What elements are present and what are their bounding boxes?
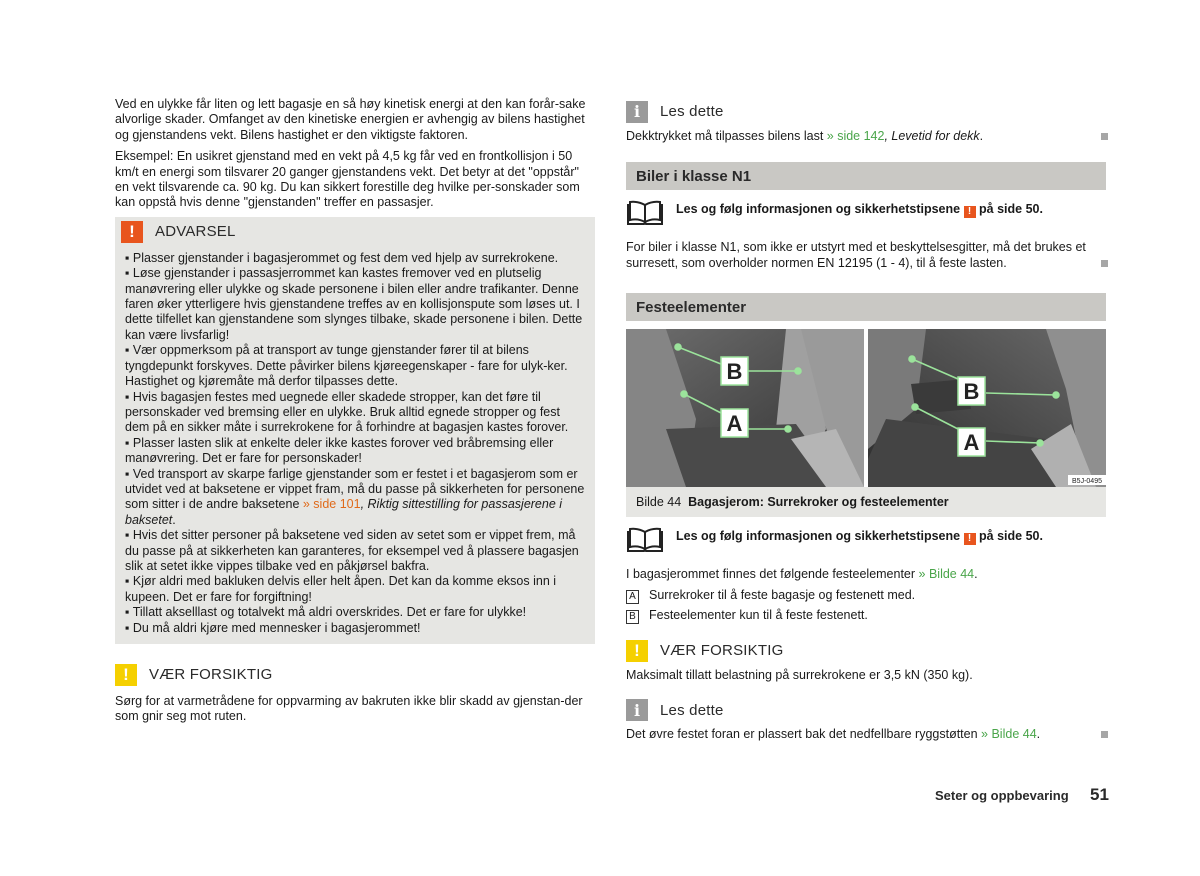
period: . bbox=[979, 129, 984, 143]
note-text bbox=[626, 129, 1106, 144]
page-number: 51 bbox=[1090, 785, 1109, 804]
warning-item: ▪ Hvis det sitter personer på baksetene ved siden av setet som er vippet frem, må du passe på at sikkerheten kan garanteres, for eksempel ved å plassere bagasjen slik at setet ikke vippes tilbake ved en påkjørsel bakfra. bbox=[125, 528, 585, 574]
warning-item: ▪ Du må aldri kjøre med mennesker i bagasjerommet! bbox=[125, 621, 585, 636]
warning-item: ▪ Hvis bagasjen festes med uegnede eller skadede stropper, kan det føre til personskader ved bremsing eller en ulykke. Bruk alltid egnede stropper og fest dem på en sikker måte i surrekrokene for å forhindre at bagasjen kastes forover. bbox=[125, 390, 585, 436]
warning-box bbox=[115, 217, 595, 644]
section-title-n1: Biler i klasse N1 bbox=[626, 162, 1106, 190]
note-title: Les dette bbox=[660, 701, 724, 719]
end-marker-icon bbox=[1101, 260, 1108, 267]
legend-label: B bbox=[626, 610, 639, 624]
svg-text:A: A bbox=[963, 430, 980, 456]
book-text-post: på side 50. bbox=[975, 528, 1043, 543]
warning-item: ▪ Plasser gjenstander i bagasjerommet og fest dem ved hjelp av surrekrokene. bbox=[125, 251, 585, 266]
warning-header bbox=[115, 217, 595, 247]
figure-code bbox=[1068, 475, 1106, 485]
callout-label-b bbox=[721, 357, 748, 385]
period: . bbox=[172, 512, 176, 527]
period: . bbox=[974, 566, 978, 581]
warning-list bbox=[115, 247, 595, 636]
svg-text:B5J-0495: B5J-0495 bbox=[1072, 478, 1102, 486]
legend-label: A bbox=[626, 590, 639, 604]
caution-icon: ! bbox=[626, 640, 648, 662]
legend-item bbox=[626, 588, 1106, 604]
warning-mark-icon: ! bbox=[964, 206, 976, 218]
book-text-pre: Les og følg informasjonen og sikkerhetstipsene bbox=[676, 528, 964, 543]
note-text-pre: Det øvre festet foran er plassert bak det nedfellbare ryggstøtten bbox=[626, 727, 982, 742]
left-column bbox=[115, 97, 595, 731]
warning-icon: ! bbox=[121, 221, 143, 243]
legend-text: Festeelementer kun til å feste festenett. bbox=[649, 608, 868, 623]
legend-list bbox=[626, 588, 1106, 624]
trunk-illustration bbox=[626, 329, 1106, 487]
caution-text: Sørg for at varmetrådene for oppvarming av bakruten ikke blir skadd av gjenstan-der som gnir seg mot ruten. bbox=[115, 694, 583, 724]
caution-icon: ! bbox=[115, 664, 137, 686]
info-icon: i bbox=[626, 101, 648, 123]
warning-item-italic: , Riktig sittestilling for passasjerene i baksetet bbox=[125, 497, 563, 527]
svg-text:B: B bbox=[726, 359, 743, 385]
note-block-1 bbox=[626, 97, 1106, 144]
figure-link[interactable]: » Bilde 44 bbox=[981, 727, 1037, 742]
figure-link[interactable]: » Bilde 44 bbox=[918, 566, 975, 581]
warning-mark-icon: ! bbox=[964, 533, 976, 545]
book-notice bbox=[626, 200, 1106, 226]
caution-header bbox=[115, 660, 595, 690]
period: . bbox=[1036, 727, 1041, 742]
caution-title: VÆR FORSIKTIG bbox=[660, 642, 784, 660]
note-title: Les dette bbox=[660, 103, 724, 121]
end-marker-icon bbox=[1101, 133, 1108, 140]
intro-paragraph-2: Eksempel: En usikret gjenstand med en vekt på 4,5 kg får ved en frontkollisjon i 50 km/t en energi som tilsvarer 20 ganger gjenstandens vekt. Det betyr at det "oppstår" en vekt tilsvarende ca. 90 kg. Du kan sikkert forestille deg hvilke per-sonskader som kan oppstå hvis denne "gjenstanden" treffer en passasjer. bbox=[115, 149, 580, 210]
book-notice bbox=[626, 527, 1106, 553]
figure-number: Bilde 44 bbox=[636, 495, 682, 510]
note-text-pre: Dekktrykket må tilpasses bilens last bbox=[626, 129, 827, 143]
figure-caption bbox=[626, 487, 1106, 510]
callout-label-a bbox=[721, 409, 748, 437]
warning-item: ▪ Løse gjenstander i passasjerrommet kan kastes fremover ved en plutselig manøvrering eller ulykke og skade personene i bilen eller andre trafikanter. Denne faren øker ytterligere hvis gjenstandene treffes av en kollisjonspute som løses ut. I dette tilfellet kan gjenstandene som slynges tilbake, skade personene i bilen. Dette kan være livsfarlig! bbox=[125, 266, 585, 343]
callout-label-a bbox=[958, 428, 985, 456]
section-text: For biler i klasse N1, som ikke er utstyrt med et beskyttelsesgitter, må det brukes et surresett, som overholder normen EN 12195 (1 - 4), til å feste lasten. bbox=[626, 240, 1086, 270]
section-text-n1 bbox=[626, 240, 1106, 271]
book-text-pre: Les og følg informasjonen og sikkerhetstipsene bbox=[676, 202, 964, 217]
intro-text: I bagasjerommet finnes det følgende festeelementer bbox=[626, 566, 919, 581]
right-column bbox=[626, 97, 1106, 749]
footer-chapter: Seter og oppbevaring bbox=[935, 788, 1069, 803]
figure-44 bbox=[626, 329, 1106, 516]
note-block-2 bbox=[626, 695, 1106, 742]
caution-title: VÆR FORSIKTIG bbox=[149, 666, 273, 684]
page-link[interactable]: » side 101 bbox=[302, 497, 361, 512]
end-marker-icon bbox=[1101, 731, 1108, 738]
note-text bbox=[626, 727, 1106, 742]
intro-paragraph-1: Ved en ulykke får liten og lett bagasje en så høy kinetisk energi at den kan forår-sake alvorlige skader. Omfanget av den kinetiske energien er avhengig av bilens hastighet og gjenstandens vekt. Bilens hastighet er den viktigste faktoren. bbox=[115, 97, 586, 142]
warning-item: ▪ Plasser lasten slik at enkelte deler ikke kastes forover ved bråbremsing eller manøvrering. Det er fare for personskader! bbox=[125, 436, 585, 467]
book-icon bbox=[626, 527, 664, 553]
figure-caption-text: Bagasjerom: Surrekroker og festeelementer bbox=[688, 495, 949, 510]
warning-item: ▪ Vær oppmerksom på at transport av tunge gjenstander fører til at bilens tyngdepunkt forskyves. Dette påvirker bilens kjøreegenskaper - fare for ulyk-ker. Hastighet og kjøremåte må derfor tilpasses dette. bbox=[125, 343, 585, 389]
info-icon: i bbox=[626, 699, 648, 721]
callout-label-b bbox=[958, 377, 985, 405]
warning-item: ▪ Kjør aldri med bakluken delvis eller helt åpen. Det kan da komme eksos inn i kupeen. Det er fare for forgiftning! bbox=[125, 574, 585, 605]
svg-text:B: B bbox=[963, 379, 980, 405]
legend-item bbox=[626, 608, 1106, 624]
book-notice-text bbox=[676, 200, 1043, 218]
figure-image bbox=[626, 329, 1106, 487]
feste-intro bbox=[626, 567, 1106, 582]
warning-item-text: Ved transport av skarpe farlige gjenstander som er festet i et bagasjerom som er utvidet ved at baksetene er vippet fram, må du passe på sikkerheten for personene som sitter i de andre baksetene bbox=[125, 466, 585, 512]
caution-block bbox=[115, 660, 595, 725]
caution-text: Maksimalt tillatt belastning på surrekrokene er 3,5 kN (350 kg). bbox=[626, 668, 973, 683]
caution-block bbox=[626, 636, 1106, 683]
book-icon bbox=[626, 200, 664, 226]
note-italic: , Levetid for dekk bbox=[884, 129, 980, 143]
note-header bbox=[626, 97, 1106, 127]
caution-header bbox=[626, 636, 1106, 666]
note-header bbox=[626, 695, 1106, 725]
warning-item bbox=[125, 467, 585, 529]
warning-title: ADVARSEL bbox=[155, 223, 236, 241]
page-link[interactable]: » side 142 bbox=[826, 129, 885, 143]
section-title-feste: Festeelementer bbox=[626, 293, 1106, 321]
book-text-post: på side 50. bbox=[975, 202, 1043, 217]
svg-text:A: A bbox=[726, 411, 743, 437]
book-notice-text bbox=[676, 527, 1043, 545]
legend-text: Surrekroker til å feste bagasje og festenett med. bbox=[649, 588, 916, 603]
warning-item: ▪ Tillatt akselllast og totalvekt må aldri overskrides. Det er fare for ulykke! bbox=[125, 605, 585, 620]
